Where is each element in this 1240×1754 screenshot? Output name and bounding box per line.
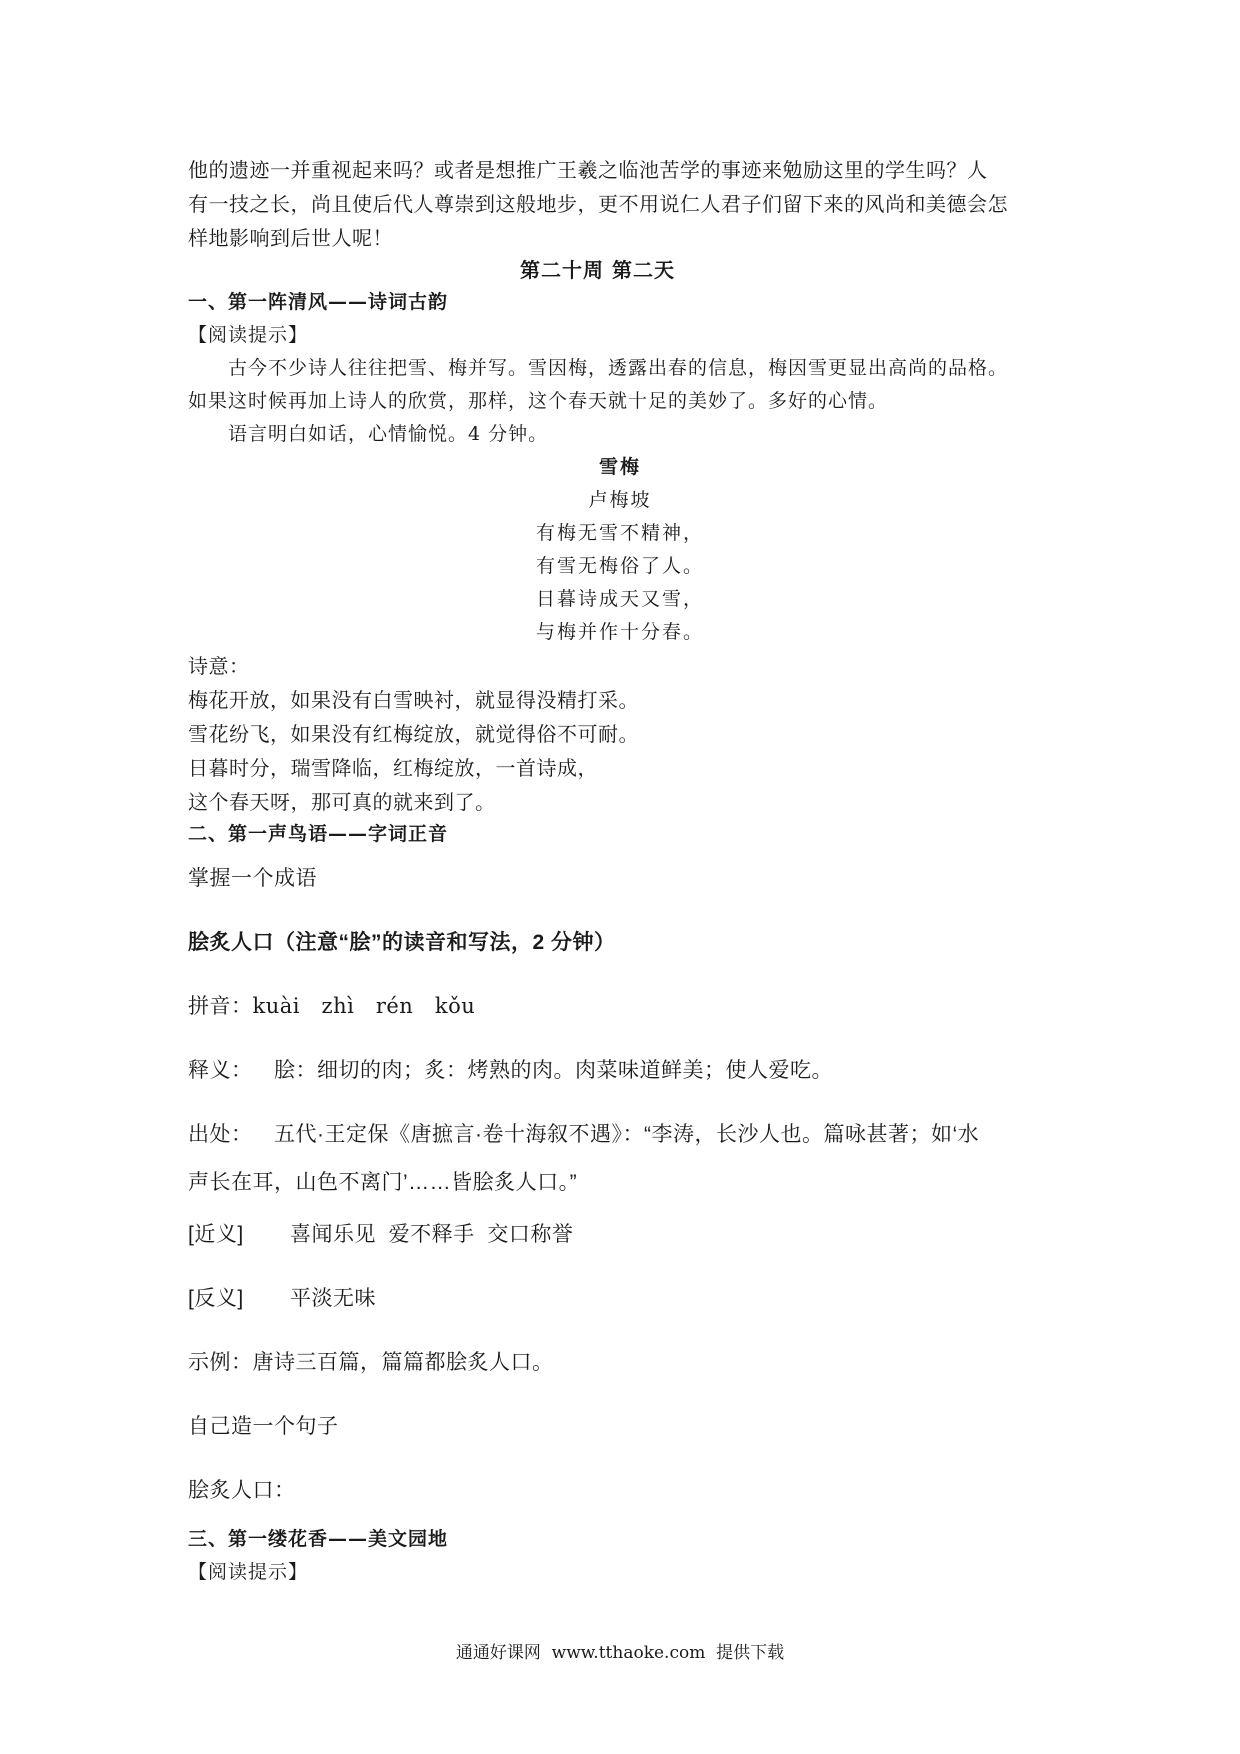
page-footer: 通通好课网 www.tthaoke.com 提供下载	[455, 1643, 785, 1663]
intro-line-2: 有一技之长，尚且使后代人尊崇到这般地步，更不用说仁人君子们留下来的风尚和美德会怎	[188, 192, 1008, 216]
meaning-line: 日暮时分，瑞雪降临，红梅绽放，一首诗成，	[188, 758, 598, 780]
pinyin-row	[188, 990, 475, 1020]
section3-heading: 三、第一缕花香——美文园地	[188, 1528, 449, 1550]
meaning-line: 雪花纷飞，如果没有红梅绽放，就觉得俗不可耐。	[188, 724, 639, 746]
master-idiom: 掌握一个成语	[188, 867, 317, 890]
source-line-2: 声长在耳，山色不离门’……皆脍炙人口。”	[188, 1171, 578, 1194]
section1-hint-line-3: 语言明白如话，心情愉悦。4 分钟。	[228, 423, 549, 445]
meaning-line: 梅花开放，如果没有白雪映衬，就显得没精打采。	[188, 690, 639, 712]
pinyin-value: kuài zhì rén kǒu	[252, 994, 476, 1018]
poem-line: 有梅无雪不精神，	[535, 522, 704, 544]
page-title: 第二十周 第二天	[520, 258, 675, 282]
make-sentence: 自己造一个句子	[188, 1415, 339, 1438]
definition-value: 脍：细切的肉；炙：烤熟的肉。肉菜味道鲜美；使人爱吃。	[274, 1059, 833, 1082]
poem-title: 雪梅	[598, 456, 641, 478]
section1-hint-line-2: 如果这时候再加上诗人的欣赏，那样，这个春天就十足的美妙了。多好的心情。	[188, 390, 889, 412]
section3-hint-label: 【阅读提示】	[188, 1561, 309, 1583]
sentence-prompt: 脍炙人口：	[188, 1479, 296, 1502]
meaning-line: 这个春天呀，那可真的就来到了。	[188, 792, 496, 814]
example-value: 唐诗三百篇，篇篇都脍炙人口。	[252, 1351, 554, 1374]
source-row	[188, 1118, 979, 1148]
poem-line: 与梅并作十分春。	[535, 621, 704, 643]
section1-heading: 一、第一阵清风——诗词古韵	[188, 291, 449, 313]
antonym-value: 平淡无味	[290, 1287, 376, 1310]
poem-line: 有雪无梅俗了人。	[535, 555, 704, 577]
intro-line-3: 样地影响到后世人呢！	[188, 226, 393, 250]
meaning-label: 诗意：	[188, 656, 250, 678]
section2-heading: 二、第一声鸟语——字词正音	[188, 823, 449, 845]
source-line-1: 五代·王定保《唐摭言·卷十海叙不遇》：“李涛，长沙人也。篇咏甚著；如‘水	[274, 1123, 980, 1146]
section1-hint-label: 【阅读提示】	[188, 324, 309, 346]
synonym-row	[188, 1218, 573, 1248]
antonym-label: [反义]	[188, 1287, 244, 1310]
section1-hint-line-1: 古今不少诗人往往把雪、梅并写。雪因梅，透露出春的信息，梅因雪更显出高尚的品格。	[228, 357, 1009, 379]
antonym-row	[188, 1282, 376, 1312]
example-row	[188, 1346, 554, 1376]
definition-label: 释义：	[188, 1059, 253, 1082]
meaning-row	[188, 1054, 833, 1084]
example-label: 示例：	[188, 1351, 253, 1374]
synonym-value: 喜闻乐见 爱不释手 交口称誉	[290, 1223, 574, 1246]
intro-line-1: 他的遗迹一并重视起来吗？或者是想推广王羲之临池苦学的事迹来勉励这里的学生吗？人	[188, 158, 988, 182]
idiom-title: 脍炙人口（注意“脍”的读音和写法，2 分钟）	[188, 931, 616, 954]
poem-author: 卢梅坡	[588, 489, 652, 511]
poem-line: 日暮诗成天又雪，	[535, 588, 704, 610]
source-label: 出处：	[188, 1123, 253, 1146]
pinyin-label: 拼音：	[188, 995, 253, 1018]
synonym-label: [近义]	[188, 1223, 244, 1246]
